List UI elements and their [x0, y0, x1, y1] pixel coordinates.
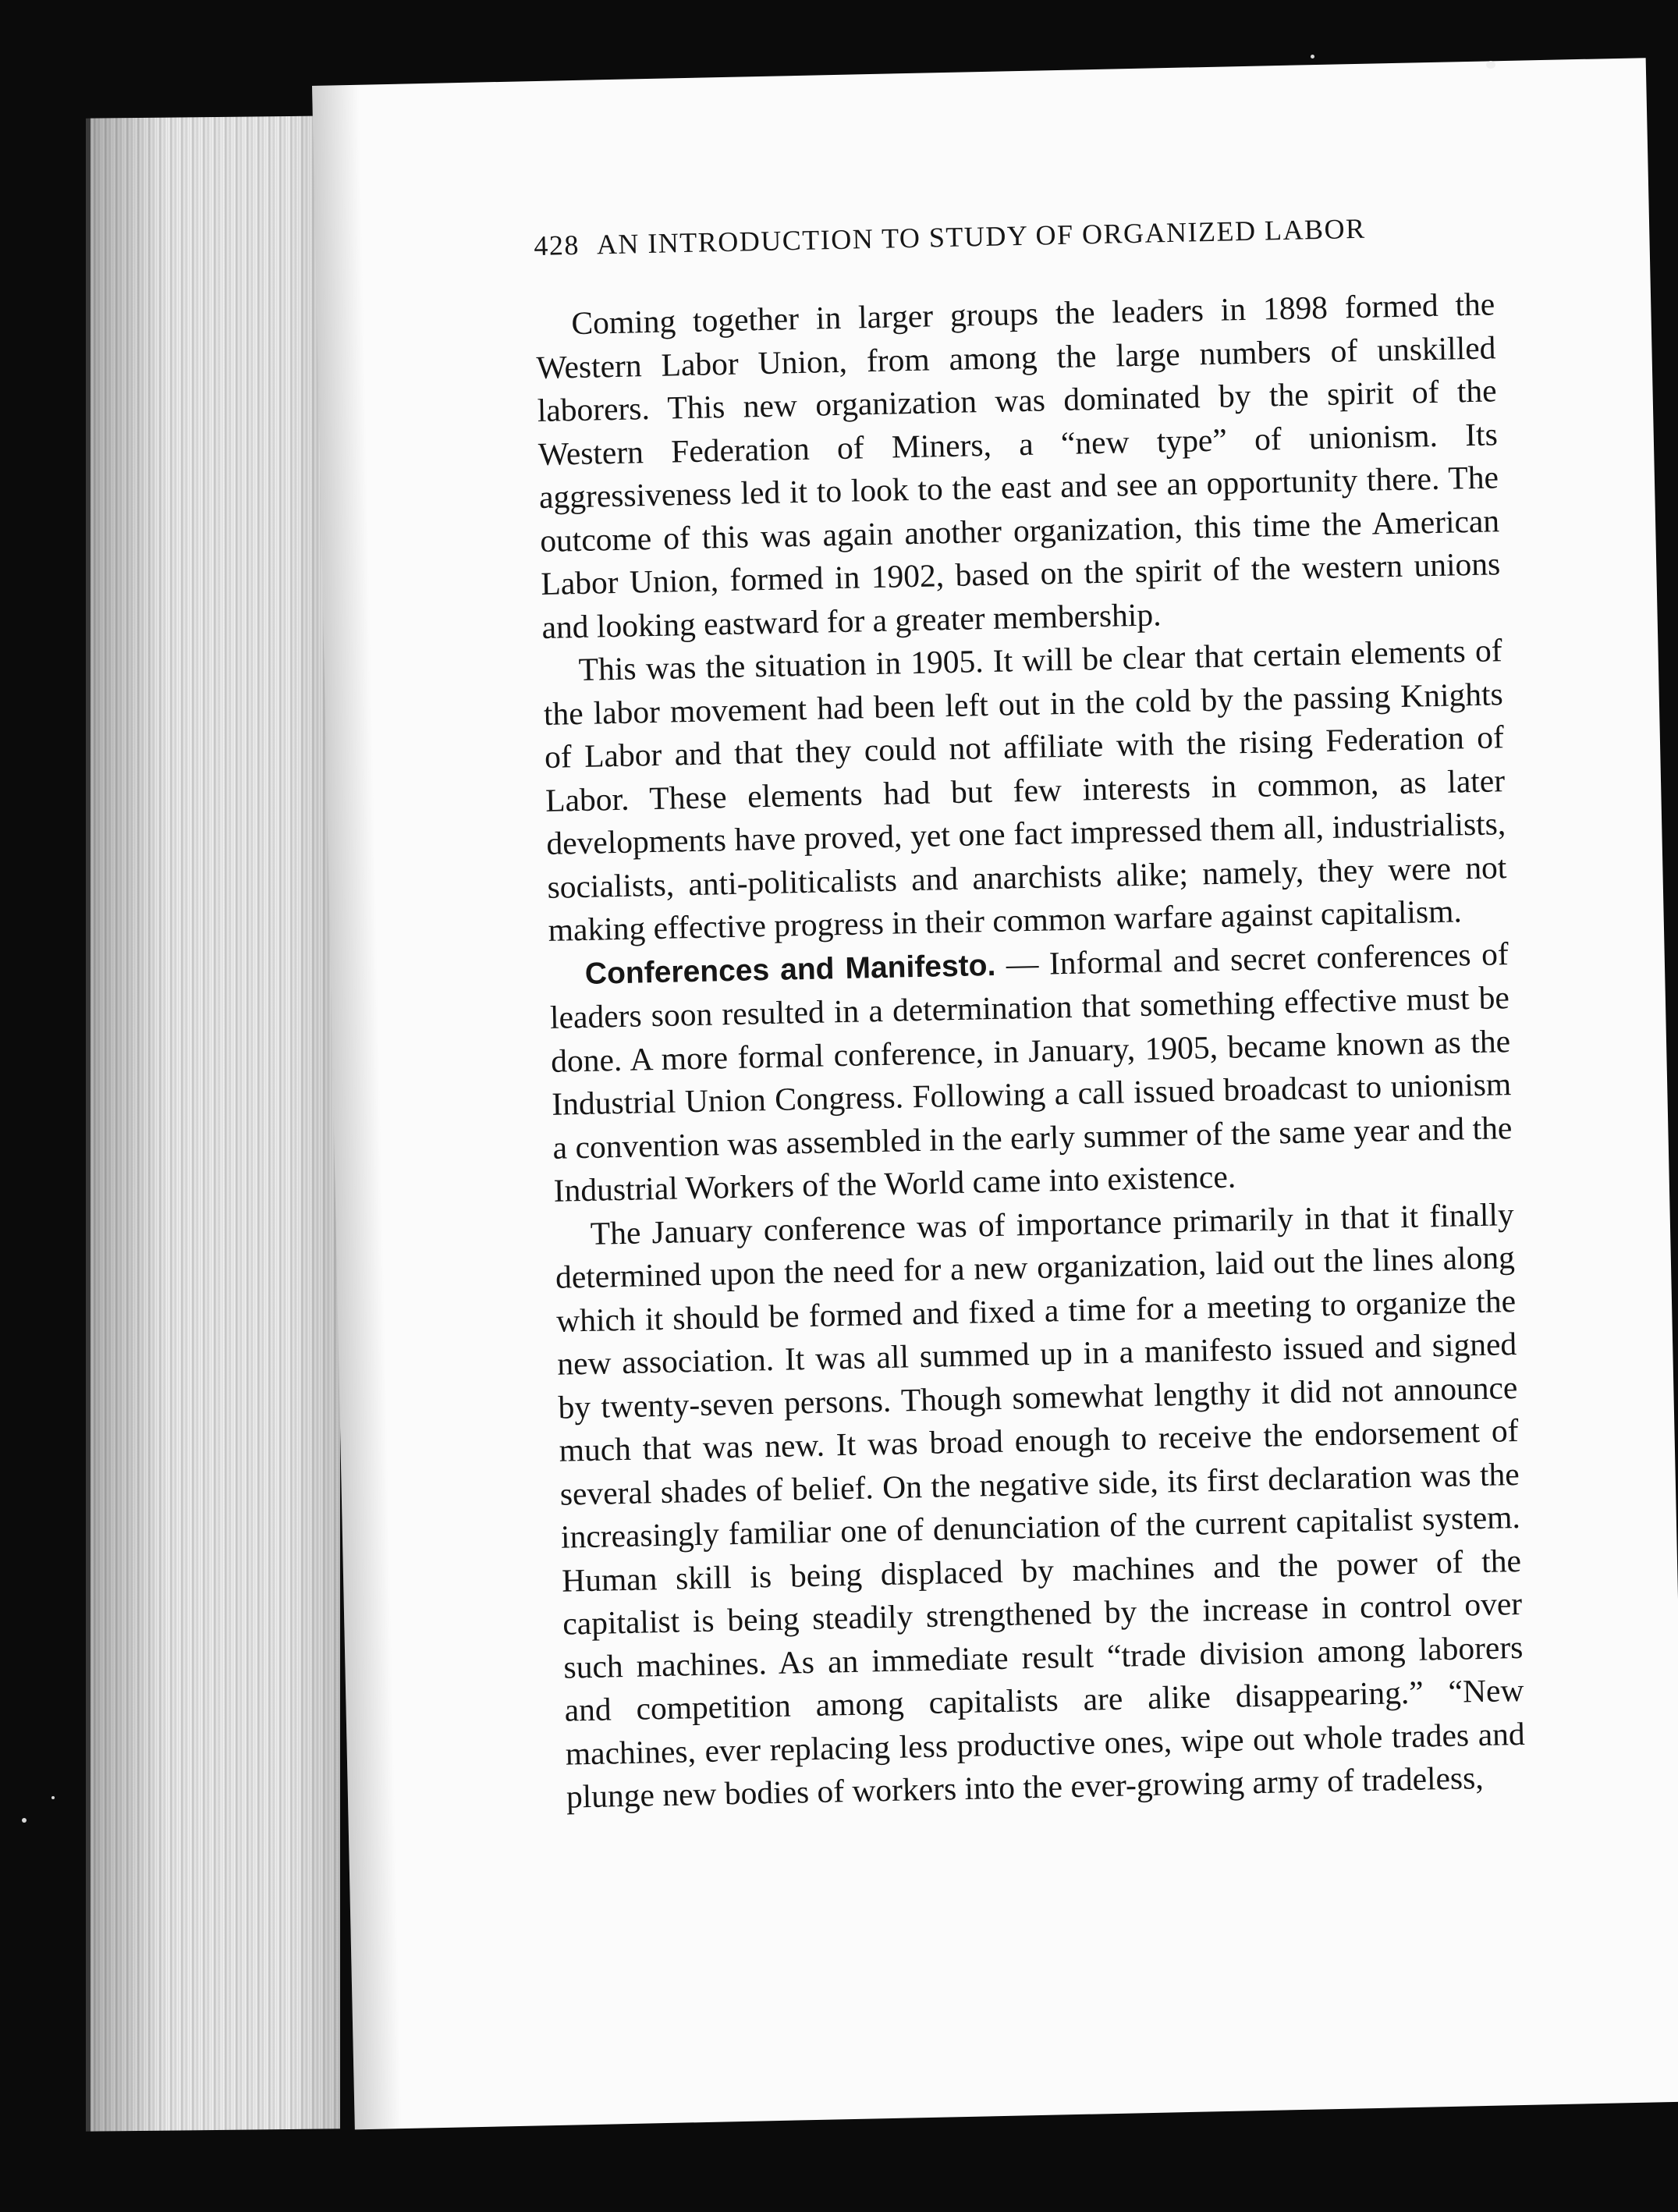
paragraph-2: This was the situation in 1905. It will be clear that certain elements of the labor movement had been left out in the cold by the passing Knights of Labor and that they could not affiliate with the rising Federation of Labor. These elements had but few interests in common, as later developments have proved, yet one fact impressed them all, industrialists, socialists, anti-politicalists and anarchists alike; namely, they were not making effective progress in their common warfare against capitalism. — [543, 632, 1507, 948]
scan-speck — [22, 1818, 27, 1823]
paragraph-3 — [548, 932, 1513, 1213]
book-page-edges — [86, 115, 340, 2131]
scan-speck — [1486, 61, 1495, 69]
paragraph-1: Coming together in larger groups the leaders in 1898 formed the Western Labor Union, from among the large numbers of unskilled laborers. This new organization was dominated by the spirit of the Western Federation of Miners, a “new type” of unionism. Its aggressiveness led it to look to the east and see an opportunity there. The outcome of this was again another organization, this time the American Labor Union, formed in 1902, based on the spirit of the western unions and looking eastward for a greater membership. — [536, 286, 1501, 645]
paragraph-3-text: — Informal and secret conferences of leaders soon resulted in a determination that something effective must be done. A more formal conference, in January, 1905, became known as the Industrial Union Congress. Following a call issued broadcast to unionism a convention was assembled in the early summer of the same year and the Industrial Workers of the World came into existence. — [549, 935, 1513, 1209]
running-title: AN INTRODUCTION TO STUDY OF ORGANIZED LABOR — [596, 212, 1366, 261]
section-heading: Conferences and Manifesto. — [584, 948, 996, 991]
body-text — [535, 282, 1526, 1819]
running-head — [534, 209, 1494, 262]
book-page — [312, 58, 1678, 2129]
page-text-block — [534, 209, 1526, 1819]
scan-speck — [51, 1796, 55, 1799]
page-number: 428 — [533, 229, 580, 262]
scan-speck — [1311, 55, 1314, 59]
paragraph-4: The January conference was of importance primarily in that it finally determined upon the need for a new organization, laid out the lines along which it should be formed and fixed a time for a meeting to organize the new association. It was all summed up in a manifesto issued and signed by twenty-seven persons. Though somewhat lengthy it did not announce much that was new. It was broad enough to receive the endorsement of several shades of belief. On the negative side, its first declaration was the increasingly familiar one of denunciation of the current capitalist system. Human skill is being displaced by machines and the power of the capitalist is being steadily strengthened by the increase in control over such machines. As an immediate result “trade division among laborers and competition among capitalists are alike disappearing.” “New machines, ever replacing less productive ones, wipe out whole trades and plunge new bodies of workers into the ever-growing army of tradeless, — [555, 1195, 1526, 1815]
